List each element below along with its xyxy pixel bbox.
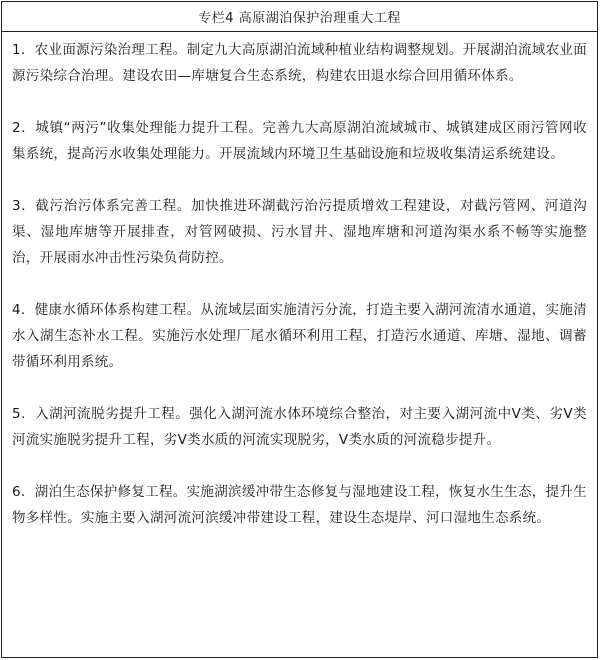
list-item: 3．截污治污体系完善工程。加快推进环湖截污治污提质增效工程建设，对截污管网、河道沟渠、湿地库塘等开展排查，对管网破损、污水冒井、湿地库塘和河道沟渠水系不畅等实施整治，开展雨水冲击性污染负荷防控。 [12,198,587,266]
box-title: 专栏4 高原湖泊保护治理重大工程 [2,2,597,32]
list-item: 4．健康水循环体系构建工程。从流域层面实施清污分流，打造主要入湖河流清水通道，实施清水入湖生态补水工程。实施污水处理厂尾水循环利用工程，打造污水通道、库塘、湿地、调蓄带循环利用系统。 [12,302,587,370]
list-item: 2．城镇“两污”收集处理能力提升工程。完善九大高原湖泊流域城市、城镇建成区雨污管网收集系统，提高污水收集处理能力。开展流域内环境卫生基础设施和垃圾收集清运系统建设。 [12,120,587,162]
list-item: 6．湖泊生态保护修复工程。实施湖滨缓冲带生态修复与湿地建设工程，恢复水生生态，提升生物多样性。实施主要入湖河流河滨缓冲带建设工程，建设生态堤岸、河口湿地生态系统。 [12,484,587,526]
box-content [2,32,597,531]
list-item: 5．入湖河流脱劣提升工程。强化入湖河流水体环境综合整治，对主要入湖河流中Ⅴ类、劣Ⅴ类河流实施脱劣提升工程，劣Ⅴ类水质的河流实现脱劣，Ⅴ类水质的河流稳步提升。 [12,406,587,448]
list-item: 1．农业面源污染治理工程。制定九大高原湖泊流域种植业结构调整规划。开展湖泊流域农业面源污染综合治理。建设农田—库塘复合生态系统，构建农田退水综合回用循环体系。 [12,42,587,84]
special-column-box [1,1,598,658]
